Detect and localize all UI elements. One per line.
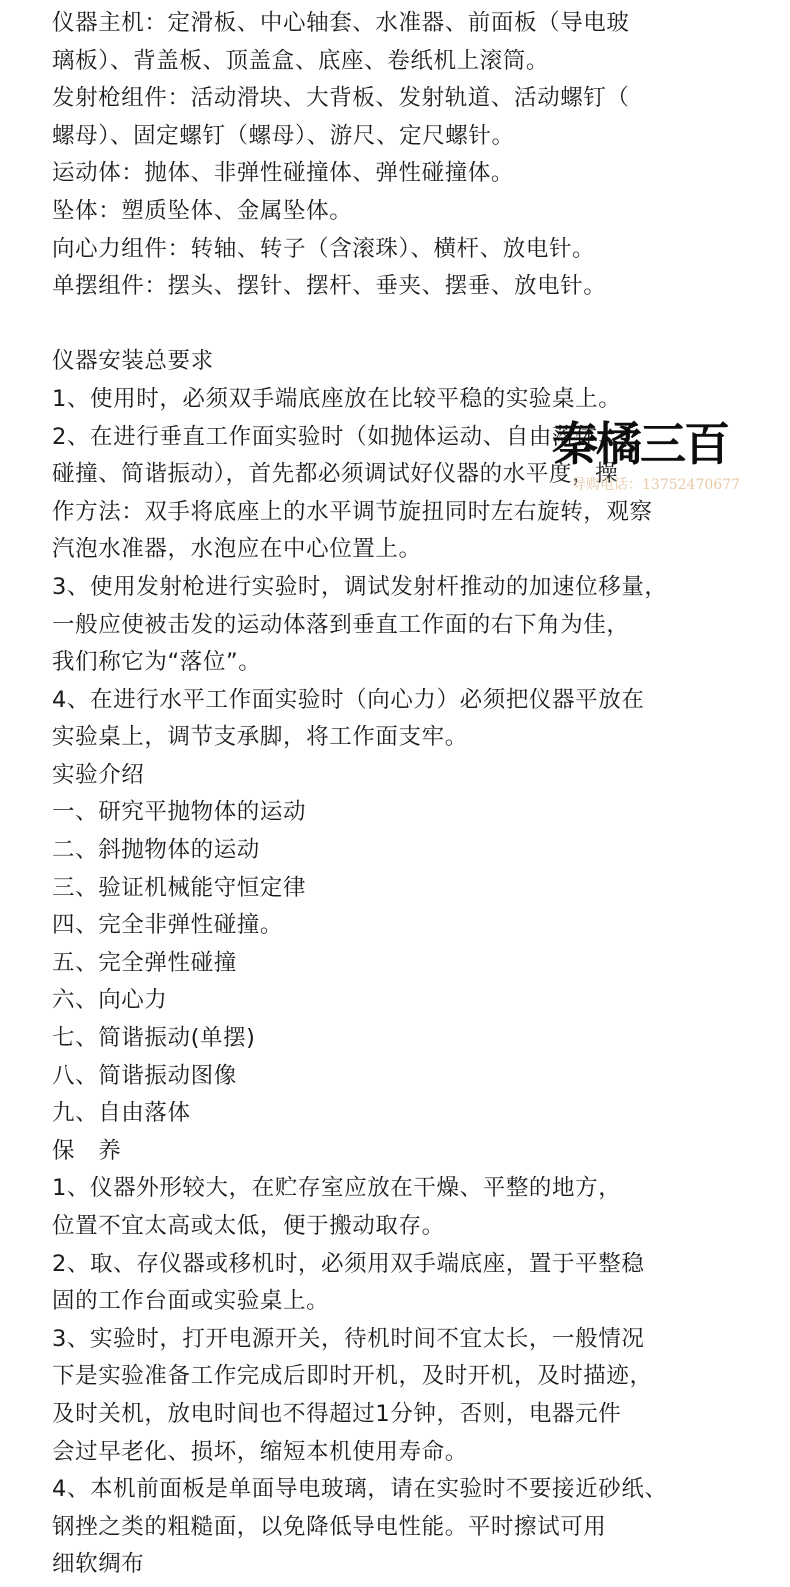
text-line: 保 养: [52, 1137, 122, 1164]
text-line: 六、向心力: [52, 987, 168, 1014]
text-line: 坠体：塑质坠体、金属坠体。: [52, 197, 353, 224]
text-line: 作方法：双手将底座上的水平调节旋扭同时左右旋转，观察: [52, 498, 653, 525]
text-line: 七、简谐振动(单摆): [52, 1025, 256, 1052]
text-line: 实验介绍: [52, 761, 145, 788]
text-line: 运动体：抛体、非弹性碰撞体、弹性碰撞体。: [52, 160, 515, 187]
text-line: 4、本机前面板是单面导电玻璃，请在实验时不要接近砂纸、: [52, 1476, 668, 1503]
watermark-phone: 导购电话：13752470677: [572, 477, 740, 493]
text-line: 螺母）、固定螺钉（螺母）、游尺、定尺螺针。: [52, 122, 515, 149]
text-line: 单摆组件：摆头、摆针、摆杆、垂夹、摆垂、放电针。: [52, 273, 607, 300]
text-line: 三、验证机械能守恒定律: [52, 874, 307, 901]
text-line: 八、简谐振动图像: [52, 1062, 237, 1089]
watermark-brand: 秦橘三百: [552, 417, 728, 471]
text-line: 一、研究平抛物体的运动: [52, 799, 307, 826]
text-line: 实验桌上，调节支承脚，将工作面支牢。: [52, 724, 468, 751]
text-line: 二、斜抛物体的运动: [52, 837, 260, 864]
text-line: 1、使用时，必须双手端底座放在比较平稳的实验桌上。: [52, 385, 622, 412]
text-line: 3、使用发射枪进行实验时，调试发射杆推动的加速位移量，: [52, 573, 668, 600]
text-line: 璃板）、背盖板、顶盖盒、底座、卷纸机上滚筒。: [52, 47, 549, 74]
text-line: 五、完全弹性碰撞: [52, 949, 237, 976]
text-line: 发射枪组件：活动滑块、大背板、发射轨道、活动螺钉（: [52, 85, 630, 112]
blank-line: [52, 306, 782, 344]
text-line: 及时关机，放电时间也不得超过1分钟，否则，电器元件: [52, 1400, 622, 1427]
text-line: 1、仪器外形较大，在贮存室应放在干燥、平整的地方，: [52, 1175, 622, 1202]
text-line: 位置不宜太高或太低，便于搬动取存。: [52, 1213, 445, 1239]
text-line: 细软绸布: [52, 1551, 145, 1578]
text-line: 向心力组件：转轴、转子（含滚珠）、横杆、放电针。: [52, 235, 596, 262]
text-line: 2、取、存仪器或移机时，必须用双手端底座，置于平整稳: [52, 1250, 645, 1277]
text-line: 2、在进行垂直工作面实验时（如抛体运动、自由落体、: [52, 423, 622, 450]
text-line: 碰撞、简谐振动），首先都必须调试好仪器的水平度，操: [52, 461, 619, 488]
text-line: 会过早老化、损坏，缩短本机使用寿命。: [52, 1438, 468, 1465]
text-line: 仪器主机：定滑板、中心轴套、水准器、前面板（导电玻: [52, 10, 630, 36]
text-line: 固的工作台面或实验桌上。: [52, 1288, 330, 1315]
text-line: 4、在进行水平工作面实验时（向心力）必须把仪器平放在: [52, 686, 645, 713]
document-page: [52, 5, 782, 1584]
text-line: 仪器安装总要求: [52, 348, 214, 375]
text-line: 3、实验时，打开电源开关，待机时间不宜太长，一般情况: [52, 1325, 645, 1352]
text-line: 一般应使被击发的运动体落到垂直工作面的右下角为佳，: [52, 611, 630, 638]
text-line: 钢挫之类的粗糙面，以免降低导电性能。平时擦试可用: [52, 1513, 607, 1540]
text-line: 四、完全非弹性碰撞。: [52, 912, 284, 939]
text-line: 下是实验准备工作完成后即时开机，及时开机，及时描迹，: [52, 1363, 653, 1390]
text-line: 九、自由落体: [52, 1100, 191, 1127]
text-line: 汽泡水准器，水泡应在中心位置上。: [52, 536, 422, 563]
text-line: 我们称它为“落位”。: [52, 649, 262, 676]
